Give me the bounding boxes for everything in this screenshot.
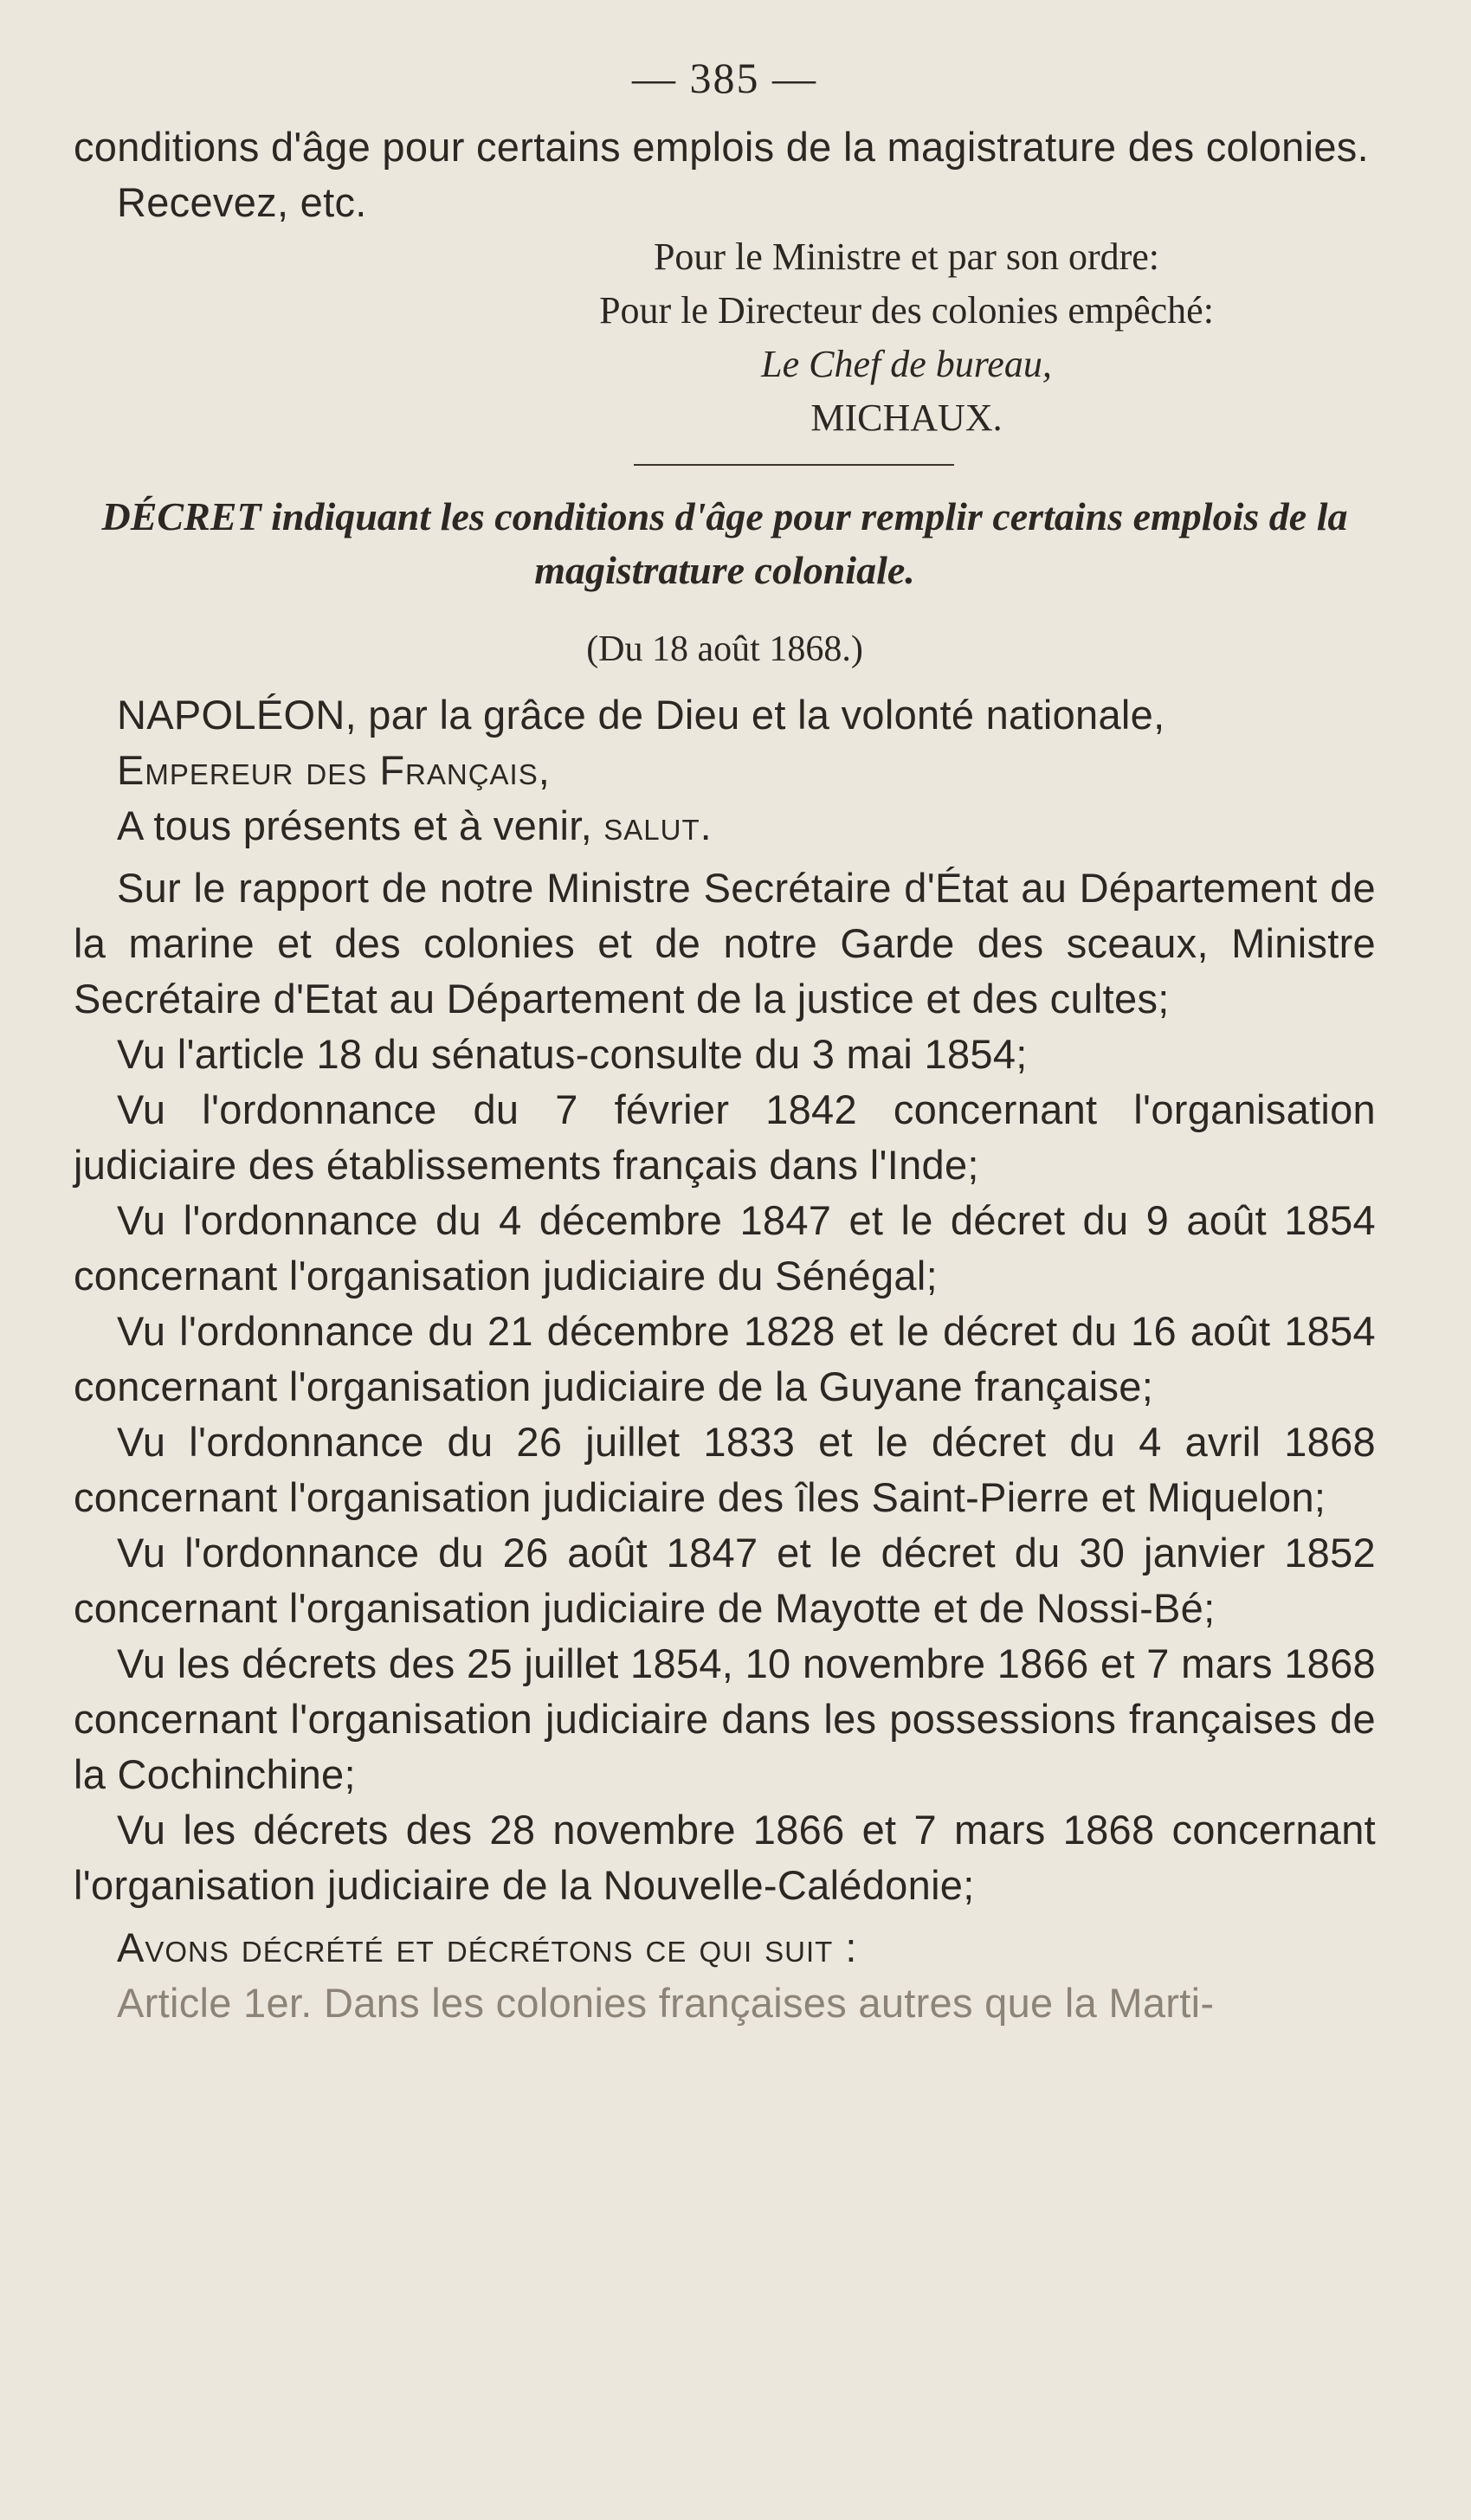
signature-line-1: Pour le Ministre et par son ordre: bbox=[653, 235, 1160, 278]
closing-formula: Recevez, etc. bbox=[117, 179, 367, 225]
considerant-paragraph: Sur le rapport de notre Ministre Secrétaire d'État au Département de la marine et des colonies et de notre Garde des sceaux, Ministre Secrétaire d'Etat au Département de la justice et des cultes; bbox=[74, 865, 1376, 1022]
considerant-paragraph: Vu les décrets des 25 juillet 1854, 10 novembre 1866 et 7 mars 1868 concernant l'organisation judiciaire dans les possessions françaises de la Cochinchine; bbox=[74, 1640, 1376, 1797]
signature-name: MICHAUX. bbox=[810, 396, 1003, 439]
signature-line-3: Le Chef de bureau, bbox=[761, 343, 1052, 385]
section-divider bbox=[634, 464, 954, 466]
preamble-line-3 bbox=[74, 798, 1376, 854]
preamble bbox=[74, 687, 1376, 854]
considerants bbox=[74, 860, 1376, 1913]
salut-word: salut. bbox=[603, 802, 713, 848]
preamble-line-1: NAPOLÉON, par la grâce de Dieu et la volonté nationale, bbox=[117, 692, 1165, 738]
article-1-start: Article 1er. Dans les colonies françaises autres que la Marti- bbox=[117, 1980, 1215, 2026]
page-number: — 385 — bbox=[632, 54, 817, 102]
preamble-line-3-prefix: A tous présents et à venir, bbox=[117, 802, 592, 848]
signature-line-2: Pour le Directeur des colonies empêché: bbox=[599, 289, 1214, 332]
considerant-paragraph: Vu l'ordonnance du 21 décembre 1828 et le décret du 16 août 1854 concernant l'organisation judiciaire de la Guyane française; bbox=[74, 1308, 1376, 1409]
decree-title: DÉCRET indiquant les conditions d'âge pour remplir certains emplois de la magistrature coloniale. bbox=[101, 494, 1348, 592]
considerant-paragraph: Vu l'article 18 du sénatus-consulte du 3 mai 1854; bbox=[117, 1031, 1028, 1077]
considerant-paragraph: Vu l'ordonnance du 26 juillet 1833 et le décret du 4 avril 1868 concernant l'organisation judiciaire des îles Saint-Pierre et Miquelon; bbox=[74, 1419, 1376, 1520]
preamble-line-2: Empereur des Français, bbox=[117, 747, 551, 793]
signature-block bbox=[74, 230, 1376, 445]
considerant-paragraph: Vu l'ordonnance du 26 août 1847 et le décret du 30 janvier 1852 concernant l'organisation judiciaire de Mayotte et de Nossi-Bé; bbox=[74, 1530, 1376, 1631]
considerant-paragraph: Vu l'ordonnance du 4 décembre 1847 et le décret du 9 août 1854 concernant l'organisation judiciaire du Sénégal; bbox=[74, 1197, 1376, 1299]
considerant-paragraph: Vu l'ordonnance du 7 février 1842 concernant l'organisation judiciaire des établissements français dans l'Inde; bbox=[74, 1086, 1376, 1188]
decree-date: (Du 18 août 1868.) bbox=[586, 629, 863, 669]
considerant-paragraph: Vu les décrets des 28 novembre 1866 et 7 mars 1868 concernant l'organisation judiciaire de la Nouvelle-Calédonie; bbox=[74, 1807, 1376, 1908]
enacting-clause: Avons décrété et décrétons ce qui suit : bbox=[117, 1924, 858, 1970]
intro-paragraph: conditions d'âge pour certains emplois de la magistrature des colonies. bbox=[74, 124, 1369, 170]
